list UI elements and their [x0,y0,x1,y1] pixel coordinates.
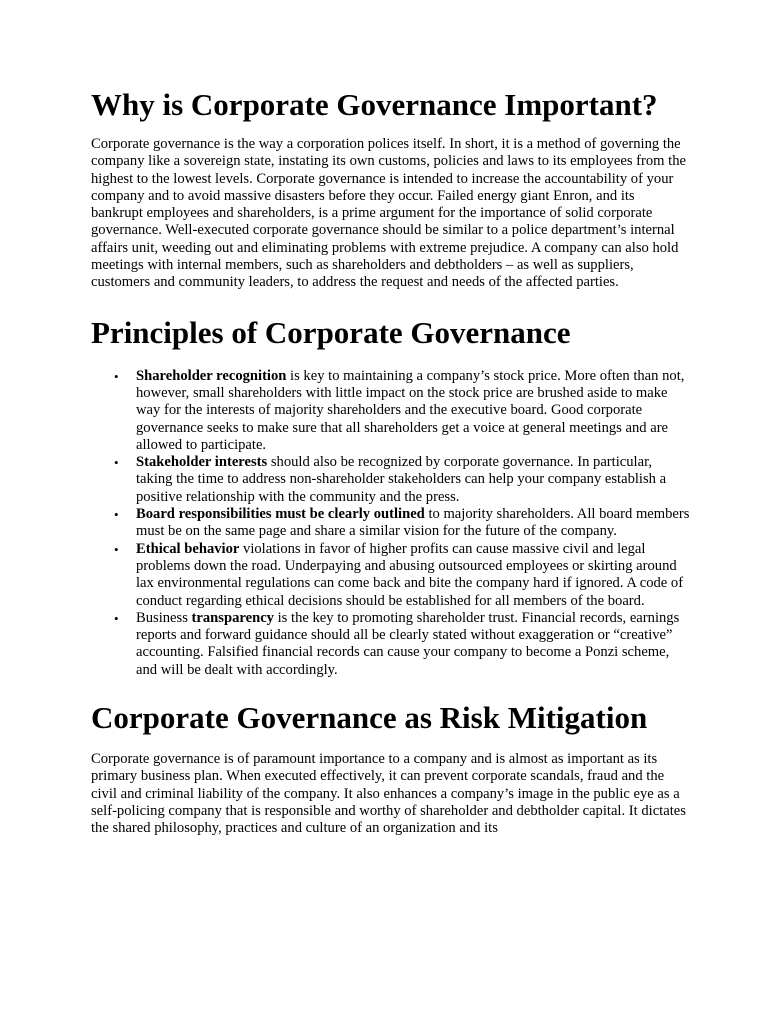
bullet-icon: • [114,368,119,384]
bullet-icon: • [114,541,119,557]
list-item-text: is the key to promoting shareholder trust. Financial records, earnings reports and forward guidance should all be clearly stated without exaggeration or “creative” accounting. Falsified financial records can cause your company to become a Ponzi scheme, and will be dealt with accordingly. [136,609,680,678]
bullet-icon: • [114,507,119,523]
list-item-bold-term: Ethical behavior [136,540,240,557]
section-heading-principles: Principles of Corporate Governance [91,314,571,350]
list-item [114,609,690,679]
list-item-lead: Business [136,609,192,626]
list-item [114,367,690,454]
list-item-bold-term: transparency [191,609,274,626]
bullet-icon: • [114,455,119,471]
list-item-text: violations in favor of higher profits can cause massive civil and legal problems down the road. Underpaying and abusing outsourced employees or skirting around lax environmental regulations can come back and bite the company hard if ignored. A code of conduct regarding ethical decisions should be established for all members of the board. [136,540,684,609]
list-item-bold-term: Board responsibilities must be clearly outlined [136,506,425,523]
list-item-bold-term: Stakeholder interests [136,454,268,471]
section-heading-risk-mitigation: Corporate Governance as Risk Mitigation [91,700,648,736]
bullet-icon: • [114,610,119,626]
list-item-bold-term: Shareholder recognition [136,367,287,384]
list-item-text: is key to maintaining a company’s stock price. More often than not, however, small shareholders with little impact on the stock price are brushed aside to make way for the interests of majority shareholders and the executive board. Good corporate governance seeks to make sure that all shareholders get a voice at general meetings and are allowed to participate. [136,367,685,453]
list-item [114,506,690,541]
list-item-text: to majority shareholders. All board members must be on the same page and share a similar vision for the future of the company. [136,506,690,540]
list-item-text: should also be recognized by corporate governance. In particular, taking the time to address non-shareholder stakeholders can help your company establish a positive relationship with the community and the press. [136,454,667,505]
principles-list [91,368,690,679]
list-item [114,540,690,610]
section-heading-why-important: Why is Corporate Governance Important? [91,87,658,122]
risk-mitigation-paragraph: Corporate governance is of paramount importance to a company and is almost as important as its primary business plan. When executed effectively, it can prevent corporate scandals, fraud and the civil and criminal liability of the company. It also enhances a company’s image in the public eye as a self-policing company that is responsible and worthy of shareholder and debtholder capital. It dictates the shared philosophy, practices and culture of an organization and its [91,751,686,837]
list-item [114,454,690,506]
intro-paragraph: Corporate governance is the way a corporation polices itself. In short, it is a method of governing the company like a sovereign state, instating its own customs, policies and laws to its employees from the highest to the lowest levels. Corporate governance is intended to increase the accountability of your company and to avoid massive disasters before they occur. Failed energy giant Enron, and its bankrupt employees and shareholders, is a prime argument for the importance of solid corporate governance. Well-executed corporate governance should be similar to a police department’s internal affairs unit, weeding out and eliminating problems with extreme prejudice. A company can also hold meetings with internal members, such as shareholders and debtholders – as well as suppliers, customers and community leaders, to address the request and needs of the affected parties. [91,136,686,291]
